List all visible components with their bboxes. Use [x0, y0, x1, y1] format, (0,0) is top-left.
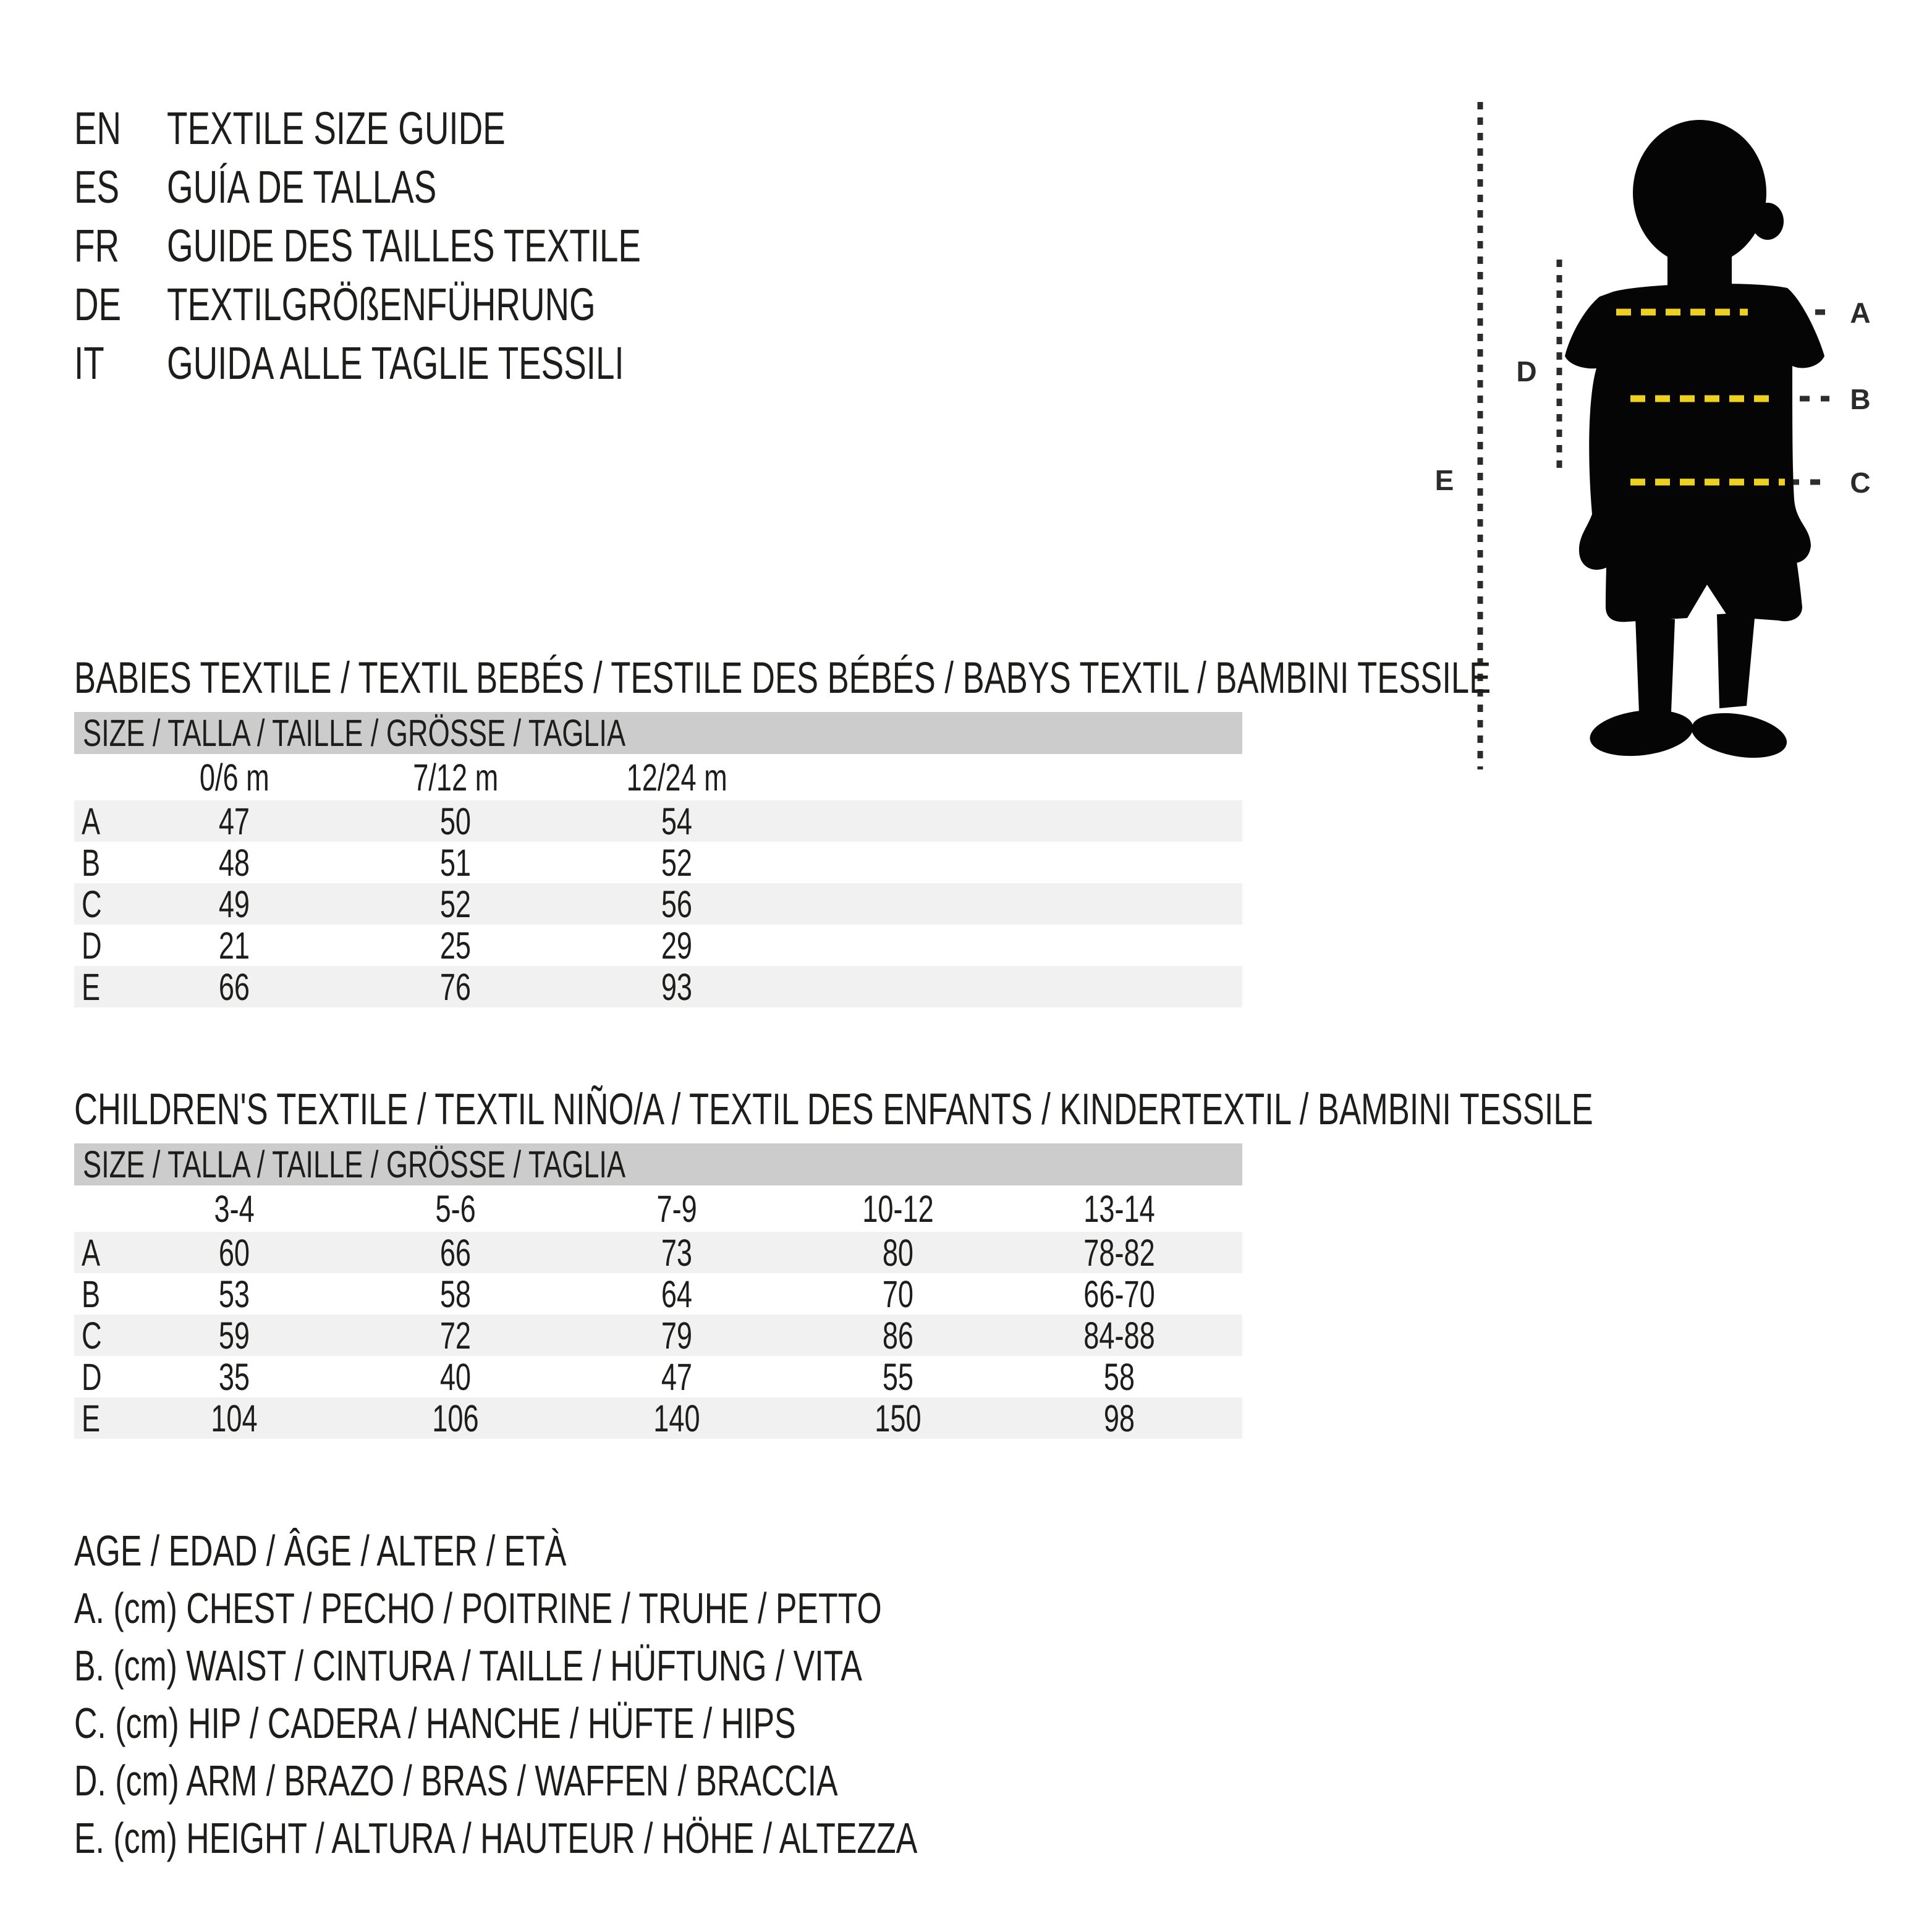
- column-header: 3-4: [214, 1187, 255, 1230]
- language-row-de: [74, 275, 807, 334]
- size-cell: 66: [439, 1231, 472, 1274]
- children-size-table: [74, 1143, 1242, 1439]
- size-cell: 79: [661, 1314, 693, 1357]
- legend-waist: B. (cm) WAIST / CINTURA / TAILLE / HÜFTUNG / VITA: [74, 1641, 862, 1690]
- size-cell: 52: [661, 841, 693, 884]
- row-label: E: [82, 965, 101, 1008]
- table-row-e: [74, 966, 1242, 1007]
- size-cell: 29: [661, 924, 693, 967]
- table-row-b: [74, 1273, 1242, 1315]
- language-title: GUIDA ALLE TAGLIE TESSILI: [167, 337, 624, 389]
- size-cell: 86: [882, 1314, 914, 1357]
- size-cell: 47: [218, 800, 250, 842]
- size-cell: 106: [432, 1397, 479, 1439]
- measure-label-e: E: [1434, 464, 1454, 496]
- language-list: [74, 99, 807, 392]
- row-label: C: [82, 883, 102, 925]
- size-cell: 54: [661, 800, 693, 842]
- size-cell: 50: [439, 800, 472, 842]
- column-header-row: [74, 1185, 1242, 1232]
- table-header-bar: SIZE / TALLA / TAILLE / GRÖSSE / TAGLIA: [74, 1143, 1242, 1185]
- size-cell: 140: [653, 1397, 700, 1439]
- size-cell: 56: [661, 883, 693, 925]
- column-header: 13-14: [1083, 1187, 1155, 1230]
- legend-arm: D. (cm) ARM / BRAZO / BRAS / WAFFEN / BRACCIA: [74, 1756, 838, 1805]
- row-label: E: [82, 1397, 101, 1439]
- language-code: IT: [74, 337, 104, 389]
- size-cell: 73: [661, 1231, 693, 1274]
- size-cell: 47: [661, 1355, 693, 1398]
- size-cell: 93: [661, 965, 693, 1008]
- column-header: 5-6: [435, 1187, 476, 1230]
- measurement-legend: [74, 1522, 1214, 1866]
- measure-label-b: B: [1850, 383, 1871, 415]
- babies-size-table: [74, 712, 1242, 1007]
- language-row-es: [74, 158, 807, 216]
- row-label: A: [82, 800, 101, 842]
- table-row-b: [74, 842, 1242, 883]
- size-cell: 70: [882, 1273, 914, 1315]
- size-cell: 59: [218, 1314, 250, 1357]
- language-code: EN: [74, 102, 122, 154]
- table-row-d: [74, 925, 1242, 966]
- table-row-a: [74, 800, 1242, 842]
- size-cell: 35: [218, 1355, 250, 1398]
- size-cell: 51: [439, 841, 472, 884]
- language-title: TEXTILE SIZE GUIDE: [167, 102, 506, 154]
- size-cell: 66: [218, 965, 250, 1008]
- row-label: D: [82, 1355, 102, 1398]
- size-cell: 72: [439, 1314, 472, 1357]
- row-label: B: [82, 1273, 101, 1315]
- size-cell: 58: [439, 1273, 472, 1315]
- measure-label-c: C: [1850, 467, 1871, 499]
- size-cell: 58: [1103, 1355, 1135, 1398]
- size-cell: 80: [882, 1231, 914, 1274]
- size-cell: 66-70: [1083, 1273, 1155, 1315]
- size-cell: 150: [875, 1397, 922, 1439]
- legend-hip: C. (cm) HIP / CADERA / HANCHE / HÜFTE / HIPS: [74, 1698, 796, 1747]
- row-label: B: [82, 841, 101, 884]
- table-row-d: [74, 1356, 1242, 1397]
- size-cell: 53: [218, 1273, 250, 1315]
- size-cell: 25: [439, 924, 472, 967]
- legend-height: E. (cm) HEIGHT / ALTURA / HAUTEUR / HÖHE / ALTEZZA: [74, 1813, 918, 1862]
- size-cell: 49: [218, 883, 250, 925]
- size-cell: 78-82: [1083, 1231, 1155, 1274]
- size-cell: 64: [661, 1273, 693, 1315]
- language-code: ES: [74, 161, 120, 213]
- children-section-title: CHILDREN'S TEXTILE / TEXTIL NIÑO/A / TEXTIL DES ENFANTS / KINDERTEXTIL / BAMBINI TESSILE: [74, 1085, 1593, 1134]
- row-label: D: [82, 924, 102, 967]
- column-header: 10-12: [862, 1187, 934, 1230]
- legend-age: AGE / EDAD / ÂGE / ALTER / ETÀ: [74, 1526, 567, 1575]
- size-cell: 40: [439, 1355, 472, 1398]
- measure-label-a: A: [1850, 297, 1871, 329]
- column-header: 12/24 m: [626, 756, 727, 799]
- size-cell: 60: [218, 1231, 250, 1274]
- legend-chest: A. (cm) CHEST / PECHO / POITRINE / TRUHE / PETTO: [74, 1583, 882, 1632]
- size-cell: 98: [1103, 1397, 1135, 1439]
- language-row-en: [74, 99, 807, 158]
- table-header-bar: SIZE / TALLA / TAILLE / GRÖSSE / TAGLIA: [74, 712, 1242, 754]
- size-cell: 76: [439, 965, 472, 1008]
- language-row-it: [74, 334, 807, 392]
- babies-section-title: BABIES TEXTILE / TEXTIL BEBÉS / TESTILE DES BÉBÉS / BABYS TEXTIL / BAMBINI TESSILE: [74, 654, 1491, 703]
- size-cell: 52: [439, 883, 472, 925]
- size-cell: 21: [218, 924, 250, 967]
- table-row-e: [74, 1397, 1242, 1439]
- row-label: C: [82, 1314, 102, 1357]
- size-cell: 84-88: [1083, 1314, 1155, 1357]
- size-cell: 55: [882, 1355, 914, 1398]
- row-label: A: [82, 1231, 101, 1274]
- table-row-c: [74, 883, 1242, 925]
- language-title: GUÍA DE TALLAS: [167, 161, 437, 213]
- column-header: 7/12 m: [412, 756, 499, 799]
- column-header: 0/6 m: [199, 756, 269, 799]
- size-cell: 48: [218, 841, 250, 884]
- language-row-fr: [74, 216, 807, 275]
- table-row-c: [74, 1315, 1242, 1356]
- language-code: FR: [74, 219, 120, 271]
- language-title: TEXTILGRÖßENFÜHRUNG: [167, 278, 596, 330]
- table-row-a: [74, 1232, 1242, 1273]
- column-header: 7-9: [656, 1187, 697, 1230]
- language-title: GUIDE DES TAILLES TEXTILE: [167, 219, 641, 271]
- size-cell: 104: [211, 1397, 258, 1439]
- column-header-row: [74, 754, 1242, 800]
- measure-label-d: D: [1516, 355, 1537, 388]
- language-code: DE: [74, 278, 122, 330]
